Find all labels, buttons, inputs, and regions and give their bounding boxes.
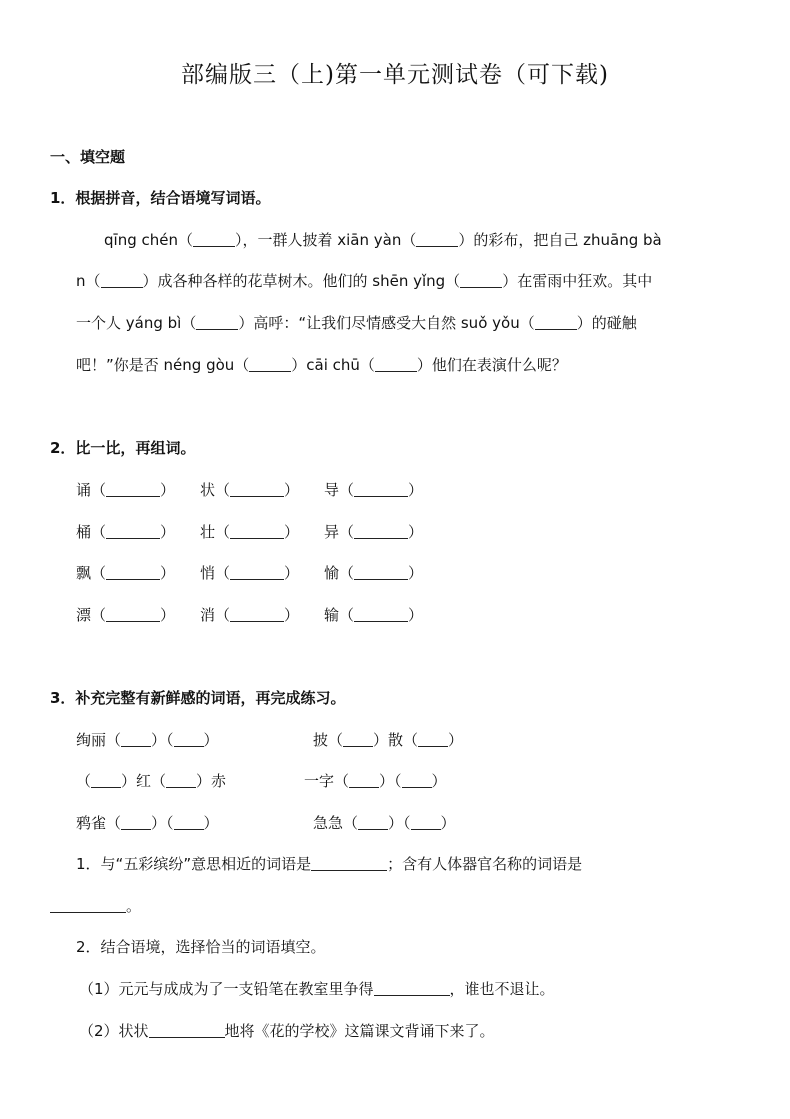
paren-open: （ xyxy=(339,481,355,499)
paren-close: ） xyxy=(408,481,424,499)
paren-close: ） xyxy=(284,481,300,499)
text-segment: ）赤 xyxy=(196,772,227,790)
exercise-3-2: 2．结合语境，选择恰当的词语填空。 xyxy=(76,938,326,956)
paren-open: （ xyxy=(91,606,107,624)
paren-close: ） xyxy=(160,564,176,582)
answer-blank[interactable] xyxy=(106,606,160,622)
answer-blank[interactable] xyxy=(358,814,388,830)
text-segment: 绚丽（ xyxy=(76,731,122,749)
paren-close: ） xyxy=(160,523,176,541)
answer-blank[interactable] xyxy=(91,772,121,788)
paren-open: （ xyxy=(339,523,355,541)
character-label: 壮 xyxy=(200,523,216,541)
question-3-heading: 3．补充完整有新鲜感的词语，再完成练习。 xyxy=(50,689,346,707)
question-1-line-3 xyxy=(76,312,637,333)
answer-blank[interactable] xyxy=(193,231,235,247)
text-segment: ） xyxy=(203,731,219,749)
text-segment: ）的彩布，把自己 zhuāng bà xyxy=(458,231,662,249)
answer-blank[interactable] xyxy=(101,272,143,288)
answer-blank[interactable] xyxy=(106,564,160,580)
question-1-line-1 xyxy=(104,229,662,250)
text-segment: 披（ xyxy=(313,731,344,749)
text-segment: （ xyxy=(76,772,92,790)
text-segment: n（ xyxy=(76,272,101,290)
answer-blank[interactable] xyxy=(230,481,284,497)
question-1-line-2 xyxy=(76,270,652,291)
paren-close: ） xyxy=(408,606,424,624)
answer-blank[interactable] xyxy=(121,731,151,747)
answer-blank[interactable] xyxy=(375,356,417,372)
answer-blank[interactable] xyxy=(106,523,160,539)
text-segment: ）红（ xyxy=(121,772,167,790)
text-segment: ）在雷雨中狂欢。其中 xyxy=(502,272,653,290)
paren-open: （ xyxy=(339,606,355,624)
answer-blank[interactable] xyxy=(121,814,151,830)
paren-open: （ xyxy=(91,481,107,499)
idiom-item xyxy=(313,812,456,833)
text-segment: qīng chén（ xyxy=(104,231,193,249)
text-segment: ）（ xyxy=(151,731,174,749)
answer-blank[interactable] xyxy=(411,814,441,830)
compare-word-item xyxy=(200,479,299,500)
section-heading-fill-blank: 一、填空题 xyxy=(50,148,126,166)
exercise-3-1-continued xyxy=(50,895,141,916)
character-label: 飘 xyxy=(76,564,92,582)
question-1-heading: 1．根据拼音，结合语境写词语。 xyxy=(50,189,271,207)
paren-close: ） xyxy=(160,481,176,499)
text-segment: 一个人 yáng bì（ xyxy=(76,314,197,332)
answer-blank[interactable] xyxy=(174,731,204,747)
paren-close: ） xyxy=(284,564,300,582)
text-segment: ）（ xyxy=(388,814,411,832)
text-segment: ）高呼：“让我们尽情感受大自然 suǒ yǒu（ xyxy=(238,314,535,332)
compare-word-item xyxy=(76,521,175,542)
answer-blank[interactable] xyxy=(349,772,379,788)
character-label: 桶 xyxy=(76,523,92,541)
idiom-item xyxy=(76,770,226,791)
compare-word-item xyxy=(200,521,299,542)
answer-blank[interactable] xyxy=(354,523,408,539)
text-segment: 地将《花的学校》这篇课文背诵下来了。 xyxy=(224,1022,495,1040)
answer-blank[interactable] xyxy=(249,356,291,372)
exercise-3-2-item-1 xyxy=(79,978,555,999)
answer-blank[interactable] xyxy=(106,481,160,497)
paren-open: （ xyxy=(339,564,355,582)
answer-blank[interactable] xyxy=(50,897,126,913)
text-segment: ） xyxy=(203,814,219,832)
page-title: 部编版三（上)第一单元测试卷（可下载) xyxy=(181,62,609,88)
text-segment: 1．与“五彩缤纷”意思相近的词语是 xyxy=(76,855,312,873)
compare-word-item xyxy=(324,479,423,500)
text-segment: ） xyxy=(431,772,447,790)
answer-blank[interactable] xyxy=(311,855,387,871)
text-segment: ）（ xyxy=(151,814,174,832)
idiom-item xyxy=(76,812,219,833)
character-label: 状 xyxy=(200,481,216,499)
text-segment: ） xyxy=(448,731,464,749)
paren-open: （ xyxy=(91,523,107,541)
exercise-3-1 xyxy=(76,853,582,874)
question-2-heading: 2．比一比，再组词。 xyxy=(50,439,196,457)
character-label: 悄 xyxy=(200,564,216,582)
answer-blank[interactable] xyxy=(416,231,458,247)
character-label: 异 xyxy=(324,523,340,541)
text-segment: 急急（ xyxy=(313,814,359,832)
character-label: 诵 xyxy=(76,481,92,499)
paren-close: ） xyxy=(408,523,424,541)
answer-blank[interactable] xyxy=(374,980,450,996)
idiom-item xyxy=(304,770,447,791)
compare-word-item xyxy=(324,604,423,625)
answer-blank[interactable] xyxy=(418,731,448,747)
compare-word-item xyxy=(200,604,299,625)
answer-blank[interactable] xyxy=(230,564,284,580)
answer-blank[interactable] xyxy=(402,772,432,788)
paren-open: （ xyxy=(215,481,231,499)
answer-blank[interactable] xyxy=(230,523,284,539)
text-segment: 吧！”你是否 néng gòu（ xyxy=(76,356,250,374)
answer-blank[interactable] xyxy=(354,481,408,497)
paren-close: ） xyxy=(408,564,424,582)
character-label: 导 xyxy=(324,481,340,499)
text-segment: 。 xyxy=(126,897,142,915)
answer-blank[interactable] xyxy=(174,814,204,830)
text-segment: ）（ xyxy=(379,772,402,790)
answer-blank[interactable] xyxy=(149,1022,225,1038)
text-segment: ）他们在表演什么呢？ xyxy=(416,356,567,374)
compare-word-item xyxy=(324,562,423,583)
text-segment: ）散（ xyxy=(373,731,419,749)
text-segment: （1）元元与成成为了一支铅笔在教室里争得 xyxy=(79,980,374,998)
exercise-3-2-item-2 xyxy=(79,1020,495,1041)
paren-open: （ xyxy=(215,606,231,624)
text-segment: ），一群人披着 xiān yàn（ xyxy=(234,231,417,249)
text-segment: ；含有人体器官名称的词语是 xyxy=(387,855,583,873)
paren-close: ） xyxy=(284,606,300,624)
answer-blank[interactable] xyxy=(196,314,238,330)
paren-open: （ xyxy=(215,564,231,582)
text-segment: ，谁也不退让。 xyxy=(449,980,555,998)
paren-open: （ xyxy=(91,564,107,582)
character-label: 消 xyxy=(200,606,216,624)
text-segment: ）的碰触 xyxy=(576,314,637,332)
text-segment: （2）状状 xyxy=(79,1022,149,1040)
compare-word-item xyxy=(324,521,423,542)
text-segment: 一字（ xyxy=(304,772,350,790)
compare-word-item xyxy=(76,604,175,625)
answer-blank[interactable] xyxy=(460,272,502,288)
character-label: 漂 xyxy=(76,606,92,624)
paren-open: （ xyxy=(215,523,231,541)
answer-blank[interactable] xyxy=(343,731,373,747)
text-segment: ）成各种各样的花草树木。他们的 shēn yǐng（ xyxy=(142,272,461,290)
paren-close: ） xyxy=(284,523,300,541)
character-label: 输 xyxy=(324,606,340,624)
text-segment: ）cāi chū（ xyxy=(291,356,375,374)
compare-word-item xyxy=(200,562,299,583)
answer-blank[interactable] xyxy=(230,606,284,622)
compare-word-item xyxy=(76,562,175,583)
paren-close: ） xyxy=(160,606,176,624)
answer-blank[interactable] xyxy=(354,606,408,622)
text-segment: 鸦雀（ xyxy=(76,814,122,832)
question-1-line-4 xyxy=(76,354,567,375)
answer-blank[interactable] xyxy=(354,564,408,580)
answer-blank[interactable] xyxy=(166,772,196,788)
idiom-item xyxy=(76,729,219,750)
character-label: 愉 xyxy=(324,564,340,582)
compare-word-item xyxy=(76,479,175,500)
text-segment: ） xyxy=(440,814,456,832)
answer-blank[interactable] xyxy=(535,314,577,330)
idiom-item xyxy=(313,729,463,750)
